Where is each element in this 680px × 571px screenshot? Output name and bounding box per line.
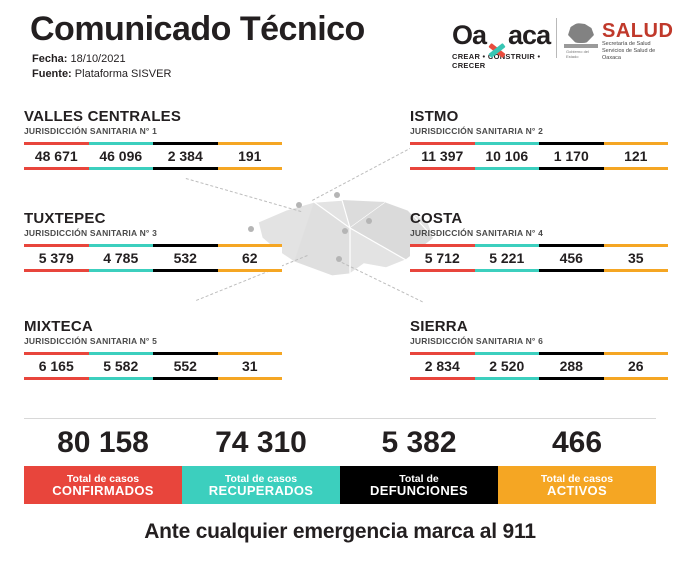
region-name: COSTA [410, 210, 463, 227]
total-label [24, 466, 182, 504]
value-activos: 31 [218, 352, 283, 380]
total-value: 74 310 [182, 418, 340, 466]
header-meta [32, 52, 171, 82]
header [0, 0, 680, 88]
source-value: Plataforma SISVER [74, 68, 172, 80]
value-confirmados: 11 397 [410, 142, 475, 170]
gov-caption: Gobierno del Estado [566, 49, 589, 59]
oaxaca-word-a: Oa [452, 20, 487, 50]
value-defunciones: 1 170 [539, 142, 604, 170]
total-value: 80 158 [24, 418, 182, 466]
region-values-bar [24, 352, 282, 380]
total-label-line2: CONFIRMADOS [52, 483, 154, 498]
source-label: Fuente: [32, 68, 72, 80]
total-label-line1: Total de casos [540, 473, 614, 485]
salud-wordmark: SALUD [602, 20, 674, 42]
value-recuperados: 4 785 [89, 244, 154, 272]
value-recuperados: 46 096 [89, 142, 154, 170]
region-card-istmo [410, 108, 668, 170]
region-card-valles-centrales [24, 108, 282, 170]
total-label-line2: DEFUNCIONES [370, 483, 468, 498]
value-defunciones: 456 [539, 244, 604, 272]
value-confirmados: 48 671 [24, 142, 89, 170]
value-defunciones: 2 384 [153, 142, 218, 170]
total-label-line1: Total de casos [224, 473, 298, 485]
total-value: 5 382 [340, 418, 498, 466]
eagle-icon [568, 23, 594, 43]
map-dot [334, 192, 340, 198]
region-values-bar [410, 352, 668, 380]
region-subtitle: JURISDICCIÓN SANITARIA N° 4 [410, 228, 544, 238]
region-subtitle: JURISDICCIÓN SANITARIA N° 3 [24, 228, 158, 238]
value-recuperados: 2 520 [475, 352, 540, 380]
value-defunciones: 552 [153, 352, 218, 380]
total-recuperados [182, 418, 340, 504]
date-value: 18/10/2021 [70, 53, 126, 65]
value-activos: 62 [218, 244, 283, 272]
region-values-bar [410, 142, 668, 170]
region-subtitle: JURISDICCIÓN SANITARIA N° 1 [24, 126, 158, 136]
region-subtitle: JURISDICCIÓN SANITARIA N° 2 [410, 126, 544, 136]
total-label-line2: ACTIVOS [547, 483, 607, 498]
total-value: 466 [498, 418, 656, 466]
map-dot [296, 202, 302, 208]
region-card-mixteca [24, 318, 282, 380]
government-crest-icon [564, 20, 598, 59]
region-subtitle: JURISDICCIÓN SANITARIA N° 5 [24, 336, 158, 346]
emergency-footer: Ante cualquier emergencia marca al 911 [144, 520, 536, 543]
map-dot [342, 228, 348, 234]
region-name: VALLES CENTRALES [24, 108, 182, 125]
logo-divider [556, 18, 557, 58]
total-label-line1: Total de [399, 473, 439, 485]
total-defunciones [340, 418, 498, 504]
salud-logo [556, 16, 674, 62]
region-name: TUXTEPEC [24, 210, 106, 227]
salud-subtitle: Secretaría de Salud Servicios de Salud de Oaxaca [602, 41, 656, 61]
totals-row [24, 418, 656, 504]
date-label: Fecha: [32, 53, 68, 65]
region-values-bar [24, 244, 282, 272]
region-card-sierra [410, 318, 668, 380]
value-activos: 191 [218, 142, 283, 170]
total-label-line2: RECUPERADOS [208, 483, 314, 498]
value-recuperados: 10 106 [475, 142, 540, 170]
value-confirmados: 5 379 [24, 244, 89, 272]
region-name: ISTMO [410, 108, 459, 125]
value-recuperados: 5 582 [89, 352, 154, 380]
value-defunciones: 288 [539, 352, 604, 380]
total-label [340, 466, 498, 504]
value-defunciones: 532 [153, 244, 218, 272]
region-name: MIXTECA [24, 318, 93, 335]
value-activos: 121 [604, 142, 669, 170]
region-card-costa [410, 210, 668, 272]
region-card-tuxtepec [24, 210, 282, 272]
value-recuperados: 5 221 [475, 244, 540, 272]
region-name: SIERRA [410, 318, 468, 335]
total-label-line1: Total de casos [66, 473, 140, 485]
region-subtitle: JURISDICCIÓN SANITARIA N° 6 [410, 336, 544, 346]
value-confirmados: 2 834 [410, 352, 475, 380]
source-line [32, 67, 171, 82]
oaxaca-tagline: CREAR • CONSTRUIR • CRECER [452, 52, 541, 70]
value-activos: 26 [604, 352, 669, 380]
total-label [182, 466, 340, 504]
total-label [498, 466, 656, 504]
oaxaca-word-b: aca [508, 20, 551, 50]
oaxaca-logo [452, 20, 572, 70]
map-dot [366, 218, 372, 224]
date-line [32, 52, 171, 67]
page-title: Comunicado Técnico [30, 10, 365, 48]
region-values-bar [24, 142, 282, 170]
region-values-bar [410, 244, 668, 272]
oaxaca-wordmark [452, 20, 572, 51]
value-confirmados: 5 712 [410, 244, 475, 272]
total-activos [498, 418, 656, 504]
value-activos: 35 [604, 244, 669, 272]
total-confirmados [24, 418, 182, 504]
value-confirmados: 6 165 [24, 352, 89, 380]
crest-band [564, 44, 598, 48]
